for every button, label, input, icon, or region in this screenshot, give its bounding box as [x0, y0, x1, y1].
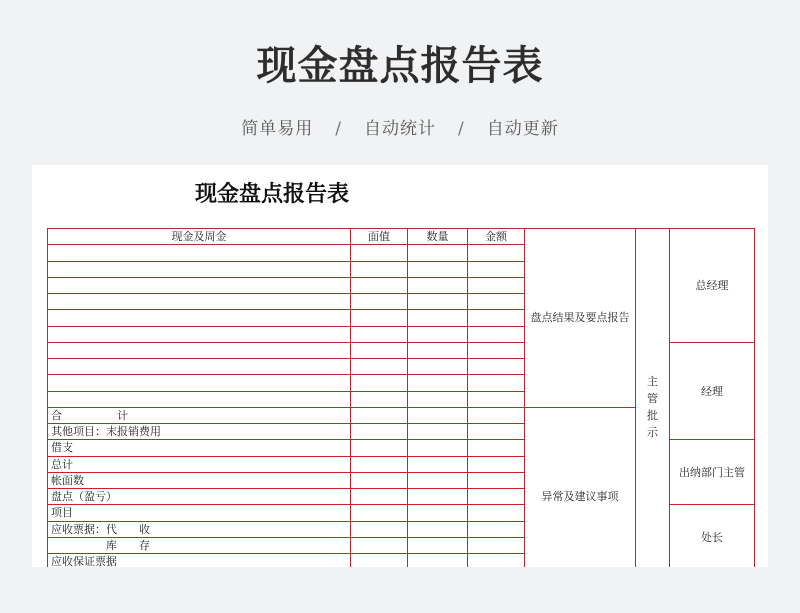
- result-report-cell: 盘点结果及要点报告: [525, 229, 636, 408]
- abnormal-suggestions-cell: 异常及建议事项: [525, 407, 636, 567]
- row-label-notes-collection: 应收票据：代 收: [48, 521, 351, 537]
- header-cash: 现金及周金: [48, 229, 351, 245]
- header-quantity: 数量: [408, 229, 468, 245]
- spreadsheet-preview: [32, 165, 768, 567]
- approver-cashier-head: 出纳部门主管: [670, 440, 755, 505]
- header-amount: 金额: [468, 229, 525, 245]
- sheet-title: 现金盘点报告表: [194, 181, 349, 207]
- tag-separator: /: [335, 119, 342, 139]
- row-label-notes-stock: 库 存: [48, 537, 351, 553]
- tag-separator: /: [458, 119, 465, 139]
- row-label-book-amount: 帐面数: [48, 472, 351, 488]
- row-label-surplus-deficit: 盘点（盈亏）: [48, 489, 351, 505]
- row-label-grand-total: 总计: [48, 456, 351, 472]
- row-label-guarantee-notes: 应收保证票据: [48, 554, 351, 568]
- row-label-advance: 借支: [48, 440, 351, 456]
- supervisor-label: 主管批示: [647, 375, 658, 440]
- supervisor-cell: [636, 229, 670, 568]
- header-face-value: 面值: [351, 229, 408, 245]
- row-label-other-items: 其他项目：末报销费用: [48, 424, 351, 440]
- approver-general-manager: 总经理: [670, 229, 755, 343]
- tag-auto-update: 自动更新: [486, 119, 559, 139]
- tag-auto-stat: 自动统计: [364, 119, 436, 139]
- approver-manager: 经理: [670, 342, 755, 440]
- page-title: 现金盘点报告表: [256, 43, 544, 89]
- approver-section-chief: 处长: [670, 505, 755, 567]
- row-label-item: 项目: [48, 505, 351, 521]
- tagline: [0, 114, 800, 139]
- tag-easy: 简单易用: [241, 119, 314, 139]
- row-label-total: 合 计: [48, 407, 351, 423]
- cash-count-table: [47, 228, 755, 567]
